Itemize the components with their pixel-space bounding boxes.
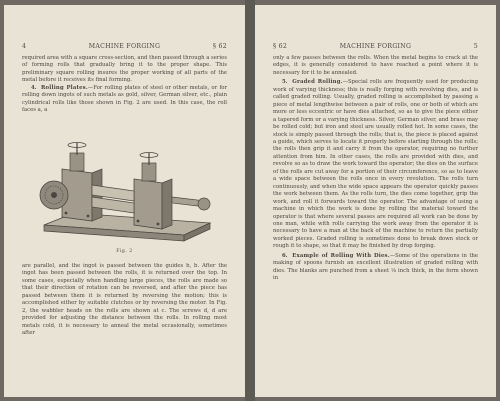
section-text: —Special rolls are frequently used for producing work of varying thickness; this is really forging with revolving dies, and is called graded rolling. Usually, graded rolling is accomplished by passing a piece of metal lengthwise between a pair of rolls, one or both of which are more or less eccentric or have dies attached, so as to give the piece either a tapered form or a varying thickness. Silver, German silver, and brass may be rolled cold; but iron and steel are usually rolled hot. In some cases, the stock is simply passed through the rolls; that is, the piece is placed against a guide, which serves to locate it properly before starting through the rolls; the rolls then grip it and carry it from the operator, requiring no further attention from him. In other cases, the rolls are provided with dies, and revolve so as to draw the work toward the operator; the dies on the surface of the rolls are cut away for a portion of their circumference, so as to leave a wide space between the rolls once in every revolution. The rolls turn continuously, and when the wide space appears the operator quickly passes the work between them. As the rolls turn, the dies come together, grip the work, and roll it forwards toward the operator. The advantage of using a machine in which the work is done by rolling the material toward the operator is that where several passes are required all work can be done by one man, while with rolls carrying the work away from the operator it is necessary to have a man at the back of the machine to return the partially worked pieces. Graded rolling is sometimes done to break down stock or rough it to shape, so that it may be finished by drop forging. — [273, 79, 478, 250]
section-text: —Some of the operations in the making of spoons furnish an excellent illustration of graded rolling with dies. The blanks are punched from a sheet ⅛ inch thick, in the form shown in — [273, 252, 479, 282]
left-page-header — [22, 43, 227, 53]
paragraph: are parallel, and the ingot is passed between the guides b, b. After the ingot has been passed between the rolls, it is returned over the top. In some cases, especially when handling large pieces, the rolls are made so that their direction of rotation can be reversed, and after the piece has passed between them it is returned by reversing the motion; this is accomplished either by suitable clutches or by reversing the motor. In Fig. 2, the wabbler heads on the rolls are shown at c. The screws d, d are provided for adjusting the distance between the rolls. In rolling most metals cold, it is necessary to anneal the metal occasionally, sometimes after — [22, 263, 227, 337]
left-bottom-text — [22, 263, 227, 338]
figure-caption: Fig. 2 — [116, 249, 133, 254]
running-title: MACHINE FORGING — [339, 43, 412, 50]
section-4-paragraph — [22, 85, 227, 115]
left-page — [4, 5, 245, 397]
paragraph: only a few passes between the rolls. When the metal begins to crack at the edges, it is generally considered to have reached a point where it is necessary for it to be annealed. — [273, 55, 478, 76]
right-text — [273, 55, 478, 283]
rolling-mill-illustration — [34, 139, 214, 245]
running-title: MACHINE FORGING — [88, 43, 161, 50]
section-number: 4. — [31, 84, 37, 91]
section-mark: § 62 — [212, 43, 227, 50]
right-page — [255, 5, 496, 397]
paragraph: required area with a square cross-section, and then passed through a series of forming rolls that gradually bring it to the proper shape. This preliminary square rolling insures the proper working of all parts of the metal before it receives its final forming. — [22, 55, 227, 84]
section-number: 5. — [282, 79, 288, 86]
page-number: 4 — [22, 43, 27, 50]
section-6-paragraph — [273, 253, 478, 283]
section-mark: § 62 — [273, 43, 288, 50]
left-top-text — [22, 55, 227, 115]
book-gutter — [245, 0, 255, 401]
page-number: 5 — [473, 43, 478, 50]
section-title: Graded Rolling. — [292, 79, 343, 86]
right-page-header — [273, 43, 478, 53]
section-number: 6. — [282, 252, 288, 259]
section-title: Rolling Plates. — [40, 84, 88, 91]
section-text: —For rolling plates of steel or other metals, or for rolling down ingots of such metals as gold, silver, German silver, etc., plain cylindrical rolls like those shown in Fig. 2 are used. In this case, the roll faces a, a — [22, 84, 228, 114]
section-5-paragraph — [273, 79, 478, 250]
section-title: Example of Rolling With Dies. — [292, 252, 390, 259]
